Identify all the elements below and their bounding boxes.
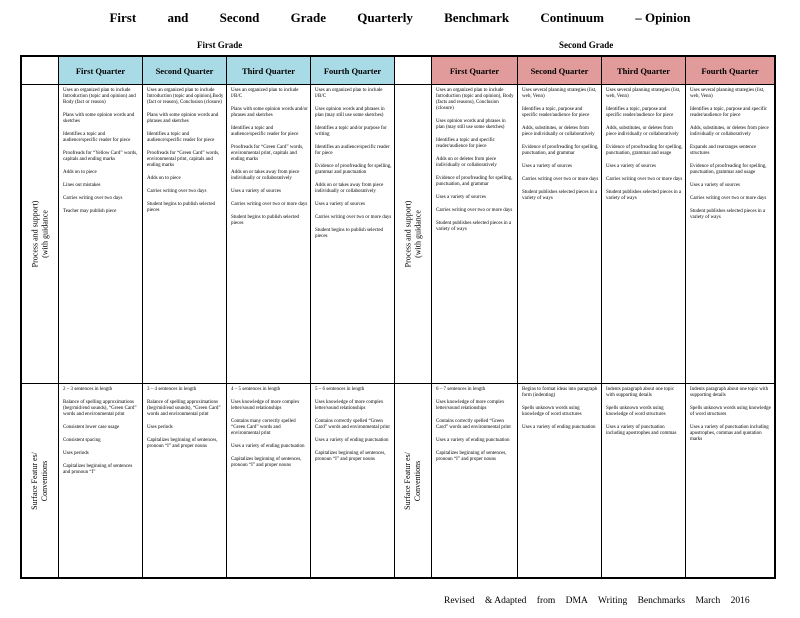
benchmark-item: Identifies a topic and audience/specific reader for piece (63, 132, 131, 143)
benchmark-item: Proofreads for “Green Card” words, environmental print, capitals and ending marks (147, 151, 220, 168)
benchmark-item: Spells unknown words using knowledge of word structures (606, 406, 666, 417)
benchmark-item: Uses an organized plan to include Introduction (topic and opinion),Body (fact or reason), Conclusion (closure) (147, 88, 224, 105)
benchmark-item: Uses several planning strategies (list, web, Venn) (522, 88, 597, 99)
benchmark-item: 4 – 5 sentences in length (231, 387, 281, 392)
benchmark-item: Uses a variety of sources (315, 202, 365, 207)
benchmark-item: Adds on or deletes from piece individually or collaboratively (436, 157, 497, 168)
benchmark-item: Uses periods (63, 451, 89, 456)
benchmark-item: Plans with some opinion words and sketches (63, 113, 135, 124)
benchmark-item: Identifies a topic, purpose and specific reader/audience for piece (522, 107, 590, 118)
benchmark-item: Uses a variety of punctuation including apostrophes, commas and quotation marks (690, 425, 769, 442)
row-label-process-g1 (22, 85, 59, 384)
surface-g1-q1 (59, 384, 143, 577)
benchmark-item: Carries writing over two or more days (606, 177, 683, 182)
benchmark-item: Contains correctly spelled “Green Card” words and environmental print (315, 419, 390, 430)
first-grade-label: First Grade (197, 40, 243, 50)
footer-word: & Adapted (484, 596, 527, 606)
benchmark-item: Uses opinion words and phrases in plan (may still use some sketches) (315, 107, 385, 118)
benchmark-item: Balance of spelling approximations (beg/mid/end sounds), “Green Card” words and environmental print (147, 400, 221, 417)
benchmark-item: Uses an organized plan to include I/B/C (315, 88, 383, 99)
benchmark-item: Adds on or takes away from piece individually or collaboratively (315, 183, 384, 194)
benchmark-item: Uses opinion words and phrases in plan (may still use some sketches) (436, 119, 506, 130)
benchmark-item: Spells unknown words using knowledge of word structures (522, 406, 582, 417)
row-label-text: Process and support) (with guidance (403, 200, 422, 268)
benchmark-item: Indents paragraph about one topic with supporting details (690, 387, 769, 398)
footer-word: from (536, 596, 556, 606)
benchmark-item: Indents paragraph about one topic with supporting details (606, 387, 675, 398)
benchmark-item: Carries writing over two or more days (231, 202, 308, 207)
footer-word: 2016 (730, 596, 750, 606)
benchmark-item: Uses an organized plan to include Introduction (topic and opinion) and Body (fact or reason) (63, 88, 136, 105)
benchmark-item: Capitalizes beginning of sentences, pronoun “I” and proper nouns (147, 438, 218, 449)
g2-header-q3: Third Quarter (602, 57, 686, 85)
benchmark-item: Uses a variety of sources (606, 164, 656, 169)
benchmark-item: Adds on to piece (63, 170, 97, 175)
title-word: and (167, 10, 189, 25)
g1-header-q3: Third Quarter (227, 57, 311, 85)
footer-note (444, 596, 758, 606)
benchmark-item: Adds, substitutes, or deletes from piece individually or collaboratively (606, 126, 679, 137)
benchmark-item: Uses a variety of ending punctuation (231, 444, 305, 449)
benchmark-item: Evidence of proofreading for spelling, punctuation, grammar and usage (690, 164, 767, 175)
footer-word: Revised (444, 596, 475, 606)
benchmark-item: Evidence of proofreading for spelling, grammar and punctuation (315, 164, 392, 175)
title-word: First (109, 10, 137, 25)
surface-g2-q3 (602, 384, 686, 577)
row-label-process-g2 (395, 85, 432, 384)
benchmark-item: Lines out mistakes (63, 183, 101, 188)
benchmark-item: Capitalizes beginning of sentences, pronoun “I” and proper nouns (315, 451, 386, 462)
benchmark-item: Student publishes selected pieces in a variety of ways (606, 190, 682, 201)
surface-g2-q1 (432, 384, 518, 577)
process-g2-q2 (518, 85, 602, 384)
benchmark-item: Uses an organized plan to include I/B/C (231, 88, 299, 99)
title-word: Grade (290, 10, 327, 25)
row-label-text: Surface Featur es/ Conventions (403, 451, 423, 510)
benchmark-item: Student begins to publish selected pieces (231, 215, 300, 226)
benchmark-item: Uses a variety of punctuation including apostrophes and commas (606, 425, 677, 436)
benchmark-item: Uses a variety of sources (436, 195, 486, 200)
benchmark-item: Evidence of proofreading for spelling, punctuation, and grammar (522, 145, 599, 156)
benchmark-item: Uses a variety of ending punctuation (522, 425, 596, 430)
process-g1-q3 (227, 85, 311, 384)
benchmark-item: Uses knowledge of more complex letter/sound relationships (436, 400, 505, 411)
benchmark-item: Identifies an audience/specific reader for piece (315, 145, 390, 156)
second-grade-label: Second Grade (559, 40, 614, 50)
benchmark-item: Proofreads for “Yellow Card” words, capitals and ending marks (63, 151, 138, 162)
benchmark-item: 6 – 7 sentences in length (436, 387, 486, 392)
benchmark-item: Capitalizes beginning of sentences and pronoun “I” (63, 464, 133, 475)
benchmark-item: Contains many correctly spelled “Green Card” words and environmental print (231, 419, 296, 436)
surface-g1-q3 (227, 384, 311, 577)
benchmark-item: Plans with some opinion words and/or phrases and sketches (231, 107, 308, 118)
benchmark-item: Proofreads for “Green Card” words, environmental print, capitals and ending marks (231, 145, 304, 162)
benchmark-item: Adds, substitutes, or deletes from piece individually or collaboratively (522, 126, 595, 137)
benchmark-item: Uses several planning strategies (list, web, Venn) (606, 88, 681, 99)
benchmark-item: Carries writing over two or more days (436, 208, 513, 213)
process-g2-q3 (602, 85, 686, 384)
title-word: Continuum (540, 10, 604, 25)
benchmark-item: Identifies a topic and audience/specific reader for piece (147, 132, 215, 143)
benchmark-item: Student begins to publish selected pieces (147, 202, 216, 213)
benchmark-item: Carries writing over two or more days (315, 215, 392, 220)
benchmark-item: Uses knowledge of more complex letter/sound relationships (315, 400, 384, 411)
process-g1-q2 (143, 85, 227, 384)
process-g1-q1 (59, 85, 143, 384)
g2-header-q2: Second Quarter (518, 57, 602, 85)
benchmark-item: Identifies a topic, purpose and specific reader/audience for piece (690, 107, 768, 118)
benchmark-item: Balance of spelling approximations (beg/mid/end sounds), “Green Card” words and environmental print (63, 400, 137, 417)
process-g1-q4 (311, 85, 395, 384)
benchmark-item: Uses knowledge of more complex letter/sound relationships (231, 400, 300, 411)
corner-cell (22, 57, 59, 85)
title-word: Benchmark (444, 10, 510, 25)
corner-cell (395, 57, 432, 85)
benchmark-item: Consistent lower case usage (63, 425, 120, 430)
benchmark-item: Capitalizes beginning of sentences, pronoun “I” and proper nouns (231, 457, 302, 468)
g1-header-q4: Fourth Quarter (311, 57, 395, 85)
benchmark-item: Uses a variety of sources (690, 183, 740, 188)
process-g2-q4 (686, 85, 774, 384)
benchmark-item: Student begins to publish selected pieces (315, 228, 384, 239)
benchmark-item: 2 – 3 sentences in length (63, 387, 113, 392)
g2-header-q1: First Quarter (432, 57, 518, 85)
title-word: – Opinion (635, 10, 691, 25)
g1-header-q2: Second Quarter (143, 57, 227, 85)
row-label-surface-g1 (22, 384, 59, 577)
benchmark-item: Uses several planning strategies (list, web, Venn) (690, 88, 765, 99)
benchmark-item: Adds on to piece (147, 176, 181, 181)
benchmark-item: Identifies a topic, purpose and specific reader/audience for piece (606, 107, 674, 118)
benchmark-item: Uses a variety of ending punctuation (436, 438, 510, 443)
benchmark-item: Contains correctly spelled “Green Card” words and environmental print (436, 419, 511, 430)
benchmark-item: Adds on or takes away from piece individually or collaboratively (231, 170, 300, 181)
surface-g1-q2 (143, 384, 227, 577)
benchmark-item: Plans with some opinion words and phrases and sketches (147, 113, 219, 124)
benchmark-item: Student publishes selected pieces in a variety of ways (690, 209, 766, 220)
benchmark-item: Uses a variety of ending punctuation (315, 438, 389, 443)
process-g2-q1 (432, 85, 518, 384)
benchmark-table (20, 55, 776, 579)
benchmark-item: Identifies a topic and audience/specific reader for piece (231, 126, 299, 137)
surface-g1-q4 (311, 384, 395, 577)
benchmark-item: Begins to format ideas into paragraph form (indenting) (522, 387, 598, 398)
benchmark-item: Carries writing over two days (63, 196, 123, 201)
g2-header-q4: Fourth Quarter (686, 57, 774, 85)
footer-word: Writing (598, 596, 628, 606)
footer-word: March (695, 596, 721, 606)
benchmark-item: Spells unknown words using knowledge of word structures (690, 406, 771, 417)
benchmark-item: Student publishes selected pieces in a variety of ways (522, 190, 598, 201)
title-word: Second (219, 10, 260, 25)
footer-word: Benchmarks (637, 596, 686, 606)
benchmark-item: Capitalizes beginning of sentences, pronoun “I” and proper nouns (436, 451, 507, 462)
title-word: Quarterly (357, 10, 413, 25)
benchmark-item: 5 – 6 sentences in length (315, 387, 365, 392)
g1-header-q1: First Quarter (59, 57, 143, 85)
benchmark-item: Carries writing over two or more days (522, 177, 599, 182)
benchmark-item: Evidence of proofreading for spelling, punctuation, grammar and usage (606, 145, 683, 156)
benchmark-item: Identifies a topic and specific reader/audience for piece (436, 138, 495, 149)
row-label-text: Process and support) (with guidance (30, 200, 49, 268)
surface-g2-q4 (686, 384, 774, 577)
benchmark-item: Evidence of proofreading for spelling, punctuation, and grammar (436, 176, 513, 187)
benchmark-item: Student publishes selected pieces in a variety of ways (436, 221, 512, 232)
row-label-surface-g2 (395, 384, 432, 577)
benchmark-item: Teacher may publish piece (63, 209, 117, 214)
benchmark-item: 3 – 4 sentences in length (147, 387, 197, 392)
benchmark-item: Uses an organized plan to include Introduction (topic and opinion), Body (facts and reasons), Conclusion (closure) (436, 88, 514, 111)
benchmark-item: Carries writing over two days (147, 189, 207, 194)
benchmark-item: Identifies a topic and/or purpose for writing (315, 126, 387, 137)
surface-g2-q2 (518, 384, 602, 577)
benchmark-item: Adds, substitutes, or deletes from piece individually or collaboratively (690, 126, 769, 137)
footer-word: DMA (565, 596, 588, 606)
benchmark-item: Uses a variety of sources (522, 164, 572, 169)
page-title (0, 10, 800, 26)
benchmark-item: Carries writing over two or more days (690, 196, 767, 201)
benchmark-item: Consistent spacing (63, 438, 101, 443)
benchmark-item: Uses periods (147, 425, 173, 430)
benchmark-item: Expands and rearranges sentence structures (690, 145, 757, 156)
benchmark-item: Uses a variety of sources (231, 189, 281, 194)
row-label-text: Surface Featur es/ Conventions (30, 451, 50, 510)
